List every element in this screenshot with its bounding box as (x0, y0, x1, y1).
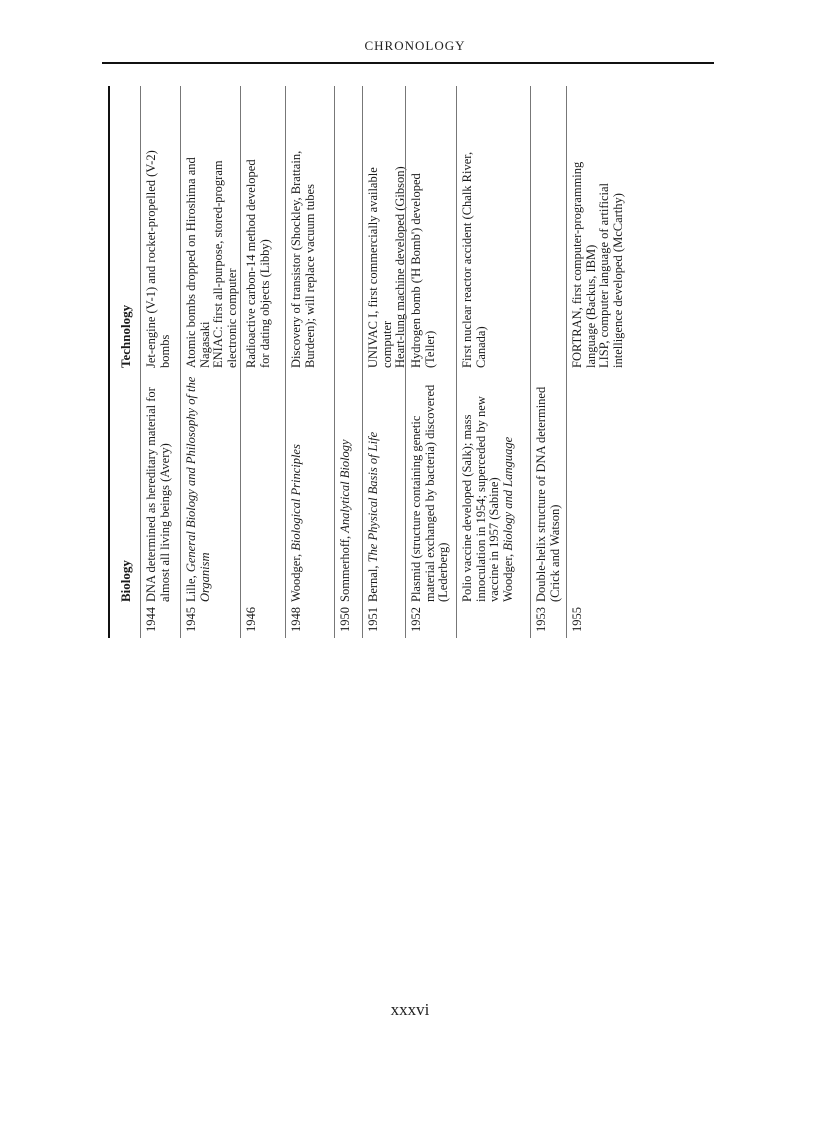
table-row (285, 86, 335, 638)
biology-cell (339, 370, 353, 602)
technology-line: Hydrogen bomb ('H Bomb') developed (409, 173, 423, 368)
biology-line: Plasmid (structure containing genetic (409, 415, 423, 602)
technology-line: intelligence developed (McCarthy) (610, 193, 625, 368)
technology-cell (145, 98, 172, 368)
biology-cell (185, 370, 212, 602)
table-row (405, 86, 457, 638)
year-cell: 1946 (244, 607, 258, 632)
biology-line: Woodger, Biological Principles (289, 444, 303, 602)
technology-line: computer (379, 320, 394, 368)
technology-line: Heart-lung machine developed (Gibson) (393, 166, 407, 368)
year-cell: 1944 (144, 607, 158, 632)
biology-line: innoculation in 1954; superceded by new (473, 396, 488, 602)
biology-line: (Crick and Watson) (547, 504, 562, 602)
technology-line: Radioactive carbon-14 method developed (244, 159, 258, 368)
technology-cell (367, 98, 408, 368)
technology-line: LISP, computer language of artificial (597, 182, 611, 368)
technology-line: Nagasaki (197, 321, 212, 368)
year-cell: 1945 (184, 607, 198, 632)
technology-line: Jet-engine (V-1) and rocket-propelled (V-2) (144, 150, 158, 368)
technology-line: First nuclear reactor accident (Chalk River, (460, 151, 474, 368)
technology-cell (410, 98, 437, 368)
technology-line: Canada) (473, 326, 488, 368)
biology-line: almost all living beings (Avery) (157, 443, 172, 602)
table-row (240, 86, 286, 638)
technology-cell (245, 98, 272, 368)
biology-line: Polio vaccine developed (Salk); mass (460, 414, 474, 602)
technology-cell (571, 98, 625, 368)
biology-line: Sommerhoff, Analytical Biology (338, 439, 352, 602)
biology-cell (410, 370, 451, 602)
biology-cell (535, 370, 562, 602)
year-cell: 1948 (289, 607, 303, 632)
biology-line: Bernal, The Physical Basis of Life (366, 431, 380, 602)
year-cell: 1953 (534, 607, 548, 632)
biology-line: Lille, General Biology and Philosophy of the (184, 376, 198, 602)
biology-line: (Lederberg) (436, 542, 450, 602)
technology-line: bombs (157, 334, 172, 368)
technology-line: (Teller) (422, 330, 437, 368)
technology-line: for dating objects (Libby) (257, 239, 272, 368)
table-row (334, 86, 363, 638)
biology-cell (461, 370, 515, 602)
table-row (566, 86, 715, 638)
biology-line: Organism (197, 552, 212, 602)
table-row (530, 86, 567, 638)
biology-line: Double-helix structure of DNA determined (534, 386, 548, 602)
biology-line: DNA determined as hereditary material for (144, 387, 158, 602)
biology-cell (290, 370, 304, 602)
running-head: CHRONOLOGY (364, 38, 466, 53)
biology-line: material exchanged by bacteria) discovered (422, 384, 437, 602)
technology-cell (185, 98, 239, 368)
header-technology: Technology (118, 304, 133, 368)
biology-cell (367, 370, 381, 602)
technology-line: Discovery of transistor (Shockley, Brattain, (289, 150, 303, 368)
header-rule (102, 62, 714, 64)
page-number: xxxvi (390, 1000, 430, 1019)
biology-cell (145, 370, 172, 602)
year-cell: 1955 (570, 607, 584, 632)
technology-line: Burdeen); will replace vacuum tubes (302, 184, 317, 368)
table-row (180, 86, 241, 638)
table-header-row (110, 86, 140, 638)
table-row (362, 86, 406, 638)
table-row (456, 86, 531, 638)
header-biology: Biology (118, 560, 133, 602)
technology-line: language (Backus, IBM) (583, 244, 598, 368)
biology-line: Woodger, Biology and Language (500, 436, 515, 602)
chronology-table (108, 86, 714, 638)
technology-cell (461, 98, 488, 368)
biology-line: vaccine in 1957 (Sabine) (487, 477, 501, 602)
technology-line: FORTRAN, first computer-programming (570, 161, 584, 368)
year-cell: 1951 (366, 607, 380, 632)
technology-cell (290, 98, 317, 368)
table-row (140, 86, 181, 638)
technology-line: Atomic bombs dropped on Hiroshima and (184, 157, 198, 368)
technology-line: electronic computer (224, 268, 239, 368)
year-cell: 1952 (409, 607, 423, 632)
chronology-table-body (108, 86, 714, 638)
technology-line: UNIVAC I, first commercially available (366, 167, 380, 368)
technology-line: ENIAC: first all-purpose, stored-program (211, 160, 225, 368)
year-cell: 1950 (338, 607, 352, 632)
